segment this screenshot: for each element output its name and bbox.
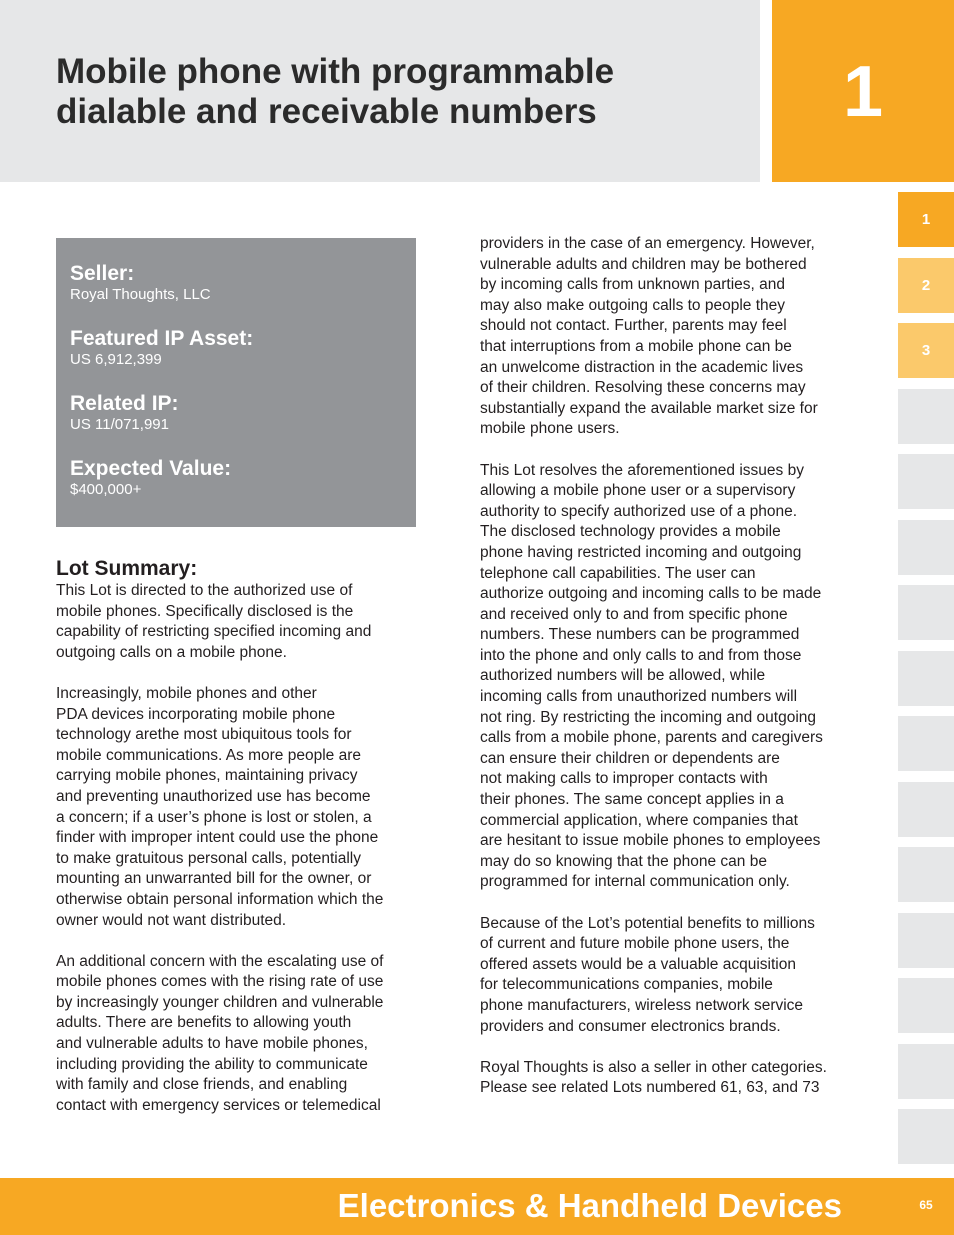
lot-number: 1 [842, 52, 884, 132]
header-band [0, 0, 760, 182]
summary-paragraph: Increasingly, mobile phones and other PDA devices incorporating mobile phone technology arethe most ubiquitous tools for mobile communications. As more people are carrying mobile phones, maintaining privacy and preventing unauthorized use has become a concern; if a user’s phone is lost or stolen, a finder with improper intent could use the phone to make gratuitous personal calls, potentially mounting an unwarranted bill for the owner, or otherwise obtain personal information which the owner would not want distributed. [56, 684, 384, 929]
lot-tab-empty [898, 1109, 954, 1164]
lot-tab-empty [898, 716, 954, 771]
lot-tab-empty [898, 389, 954, 444]
footer-band [0, 1178, 954, 1235]
seller-value: Royal Thoughts, LLC [70, 286, 211, 303]
lot-tab-empty [898, 520, 954, 575]
lot-tab-empty [898, 585, 954, 640]
featured-ip-label: Featured IP Asset: [70, 327, 254, 350]
category-title: Electronics & Handheld Devices [337, 1187, 842, 1224]
page-number: 65 [919, 1198, 933, 1212]
expected-value-value: $400,000+ [70, 481, 142, 498]
lot-tab-2[interactable]: 2 [898, 258, 954, 313]
lot-tab-empty [898, 978, 954, 1033]
lot-summary-heading: Lot Summary: [56, 557, 198, 580]
lot-number-box [772, 0, 954, 182]
lot-tab-empty [898, 847, 954, 902]
summary-paragraph: Royal Thoughts is also a seller in other categories. Please see related Lots numbered 61, 63, and 73 [480, 1058, 827, 1097]
seller-label: Seller: [70, 262, 135, 285]
lot-tab-empty [898, 1044, 954, 1099]
lot-info-box [56, 238, 416, 527]
lot-tab-empty [898, 454, 954, 509]
summary-paragraph: This Lot resolves the aforementioned issues by allowing a mobile phone user or a supervisory authority to specify authorized use of a phone. The disclosed technology provides a mobile phone having restricted incoming and outgoing telephone call capabilities. The user can authorize outgoing and incoming calls to be made and received only to and from specific phone numbers. These numbers can be programmed into the phone and only calls to and from those authorized numbers will be allowed, while incoming calls from unauthorized numbers will not ring. By restricting the incoming and outgoing calls from a mobile phone, parents and caregivers can ensure their children or dependents are not making calls to improper contacts with their phones. The same concept applies in a commercial application, where companies that are hesitant to issue mobile phones to employees may do so knowing that the phone can be programmed for internal communication only. [480, 461, 823, 891]
featured-ip-value: US 6,912,399 [70, 351, 162, 368]
summary-left-column [56, 581, 416, 1116]
summary-paragraph: This Lot is directed to the authorized use of mobile phones. Specifically disclosed is the capability of restricting specified incoming and outgoing calls on a mobile phone. [56, 582, 372, 661]
lot-tab-3[interactable]: 3 [898, 323, 954, 378]
summary-paragraph: providers in the case of an emergency. However, vulnerable adults and children may be bothered by incoming calls from unknown parties, and may also make outgoing calls to people they should not contact. Further, parents may feel that interruptions from a mobile phone can be an unwelcome distraction in the academic lives of their children. Resolving these concerns may substantially expand the available market size for mobile phone users. [480, 235, 818, 438]
summary-paragraph: An additional concern with the escalating use of mobile phones comes with the rising rate of use by increasingly younger children and vulnerable adults. There are benefits to allowing youth and vulnerable adults to have mobile phones, including providing the ability to communicate with family and close friends, and enabling contact with emergency services or telemedical [56, 952, 384, 1114]
lot-tab-empty [898, 782, 954, 837]
lot-tab-empty [898, 651, 954, 706]
related-ip-label: Related IP: [70, 392, 179, 415]
related-ip-value: US 11/071,991 [70, 416, 169, 433]
expected-value-label: Expected Value: [70, 457, 232, 480]
page-title: Mobile phone with programmable dialable and receivable numbers [56, 52, 615, 131]
lot-tabs [898, 192, 954, 1175]
lot-tab-empty [898, 913, 954, 968]
lot-tab-1[interactable]: 1 [898, 192, 954, 247]
summary-right-column [480, 234, 852, 1099]
summary-paragraph: Because of the Lot’s potential benefits to millions of current and future mobile phone users, the offered assets would be a valuable acquisition for telecommunications companies, mobile phone manufacturers, wireless network service providers and consumer electronics brands. [480, 914, 815, 1035]
